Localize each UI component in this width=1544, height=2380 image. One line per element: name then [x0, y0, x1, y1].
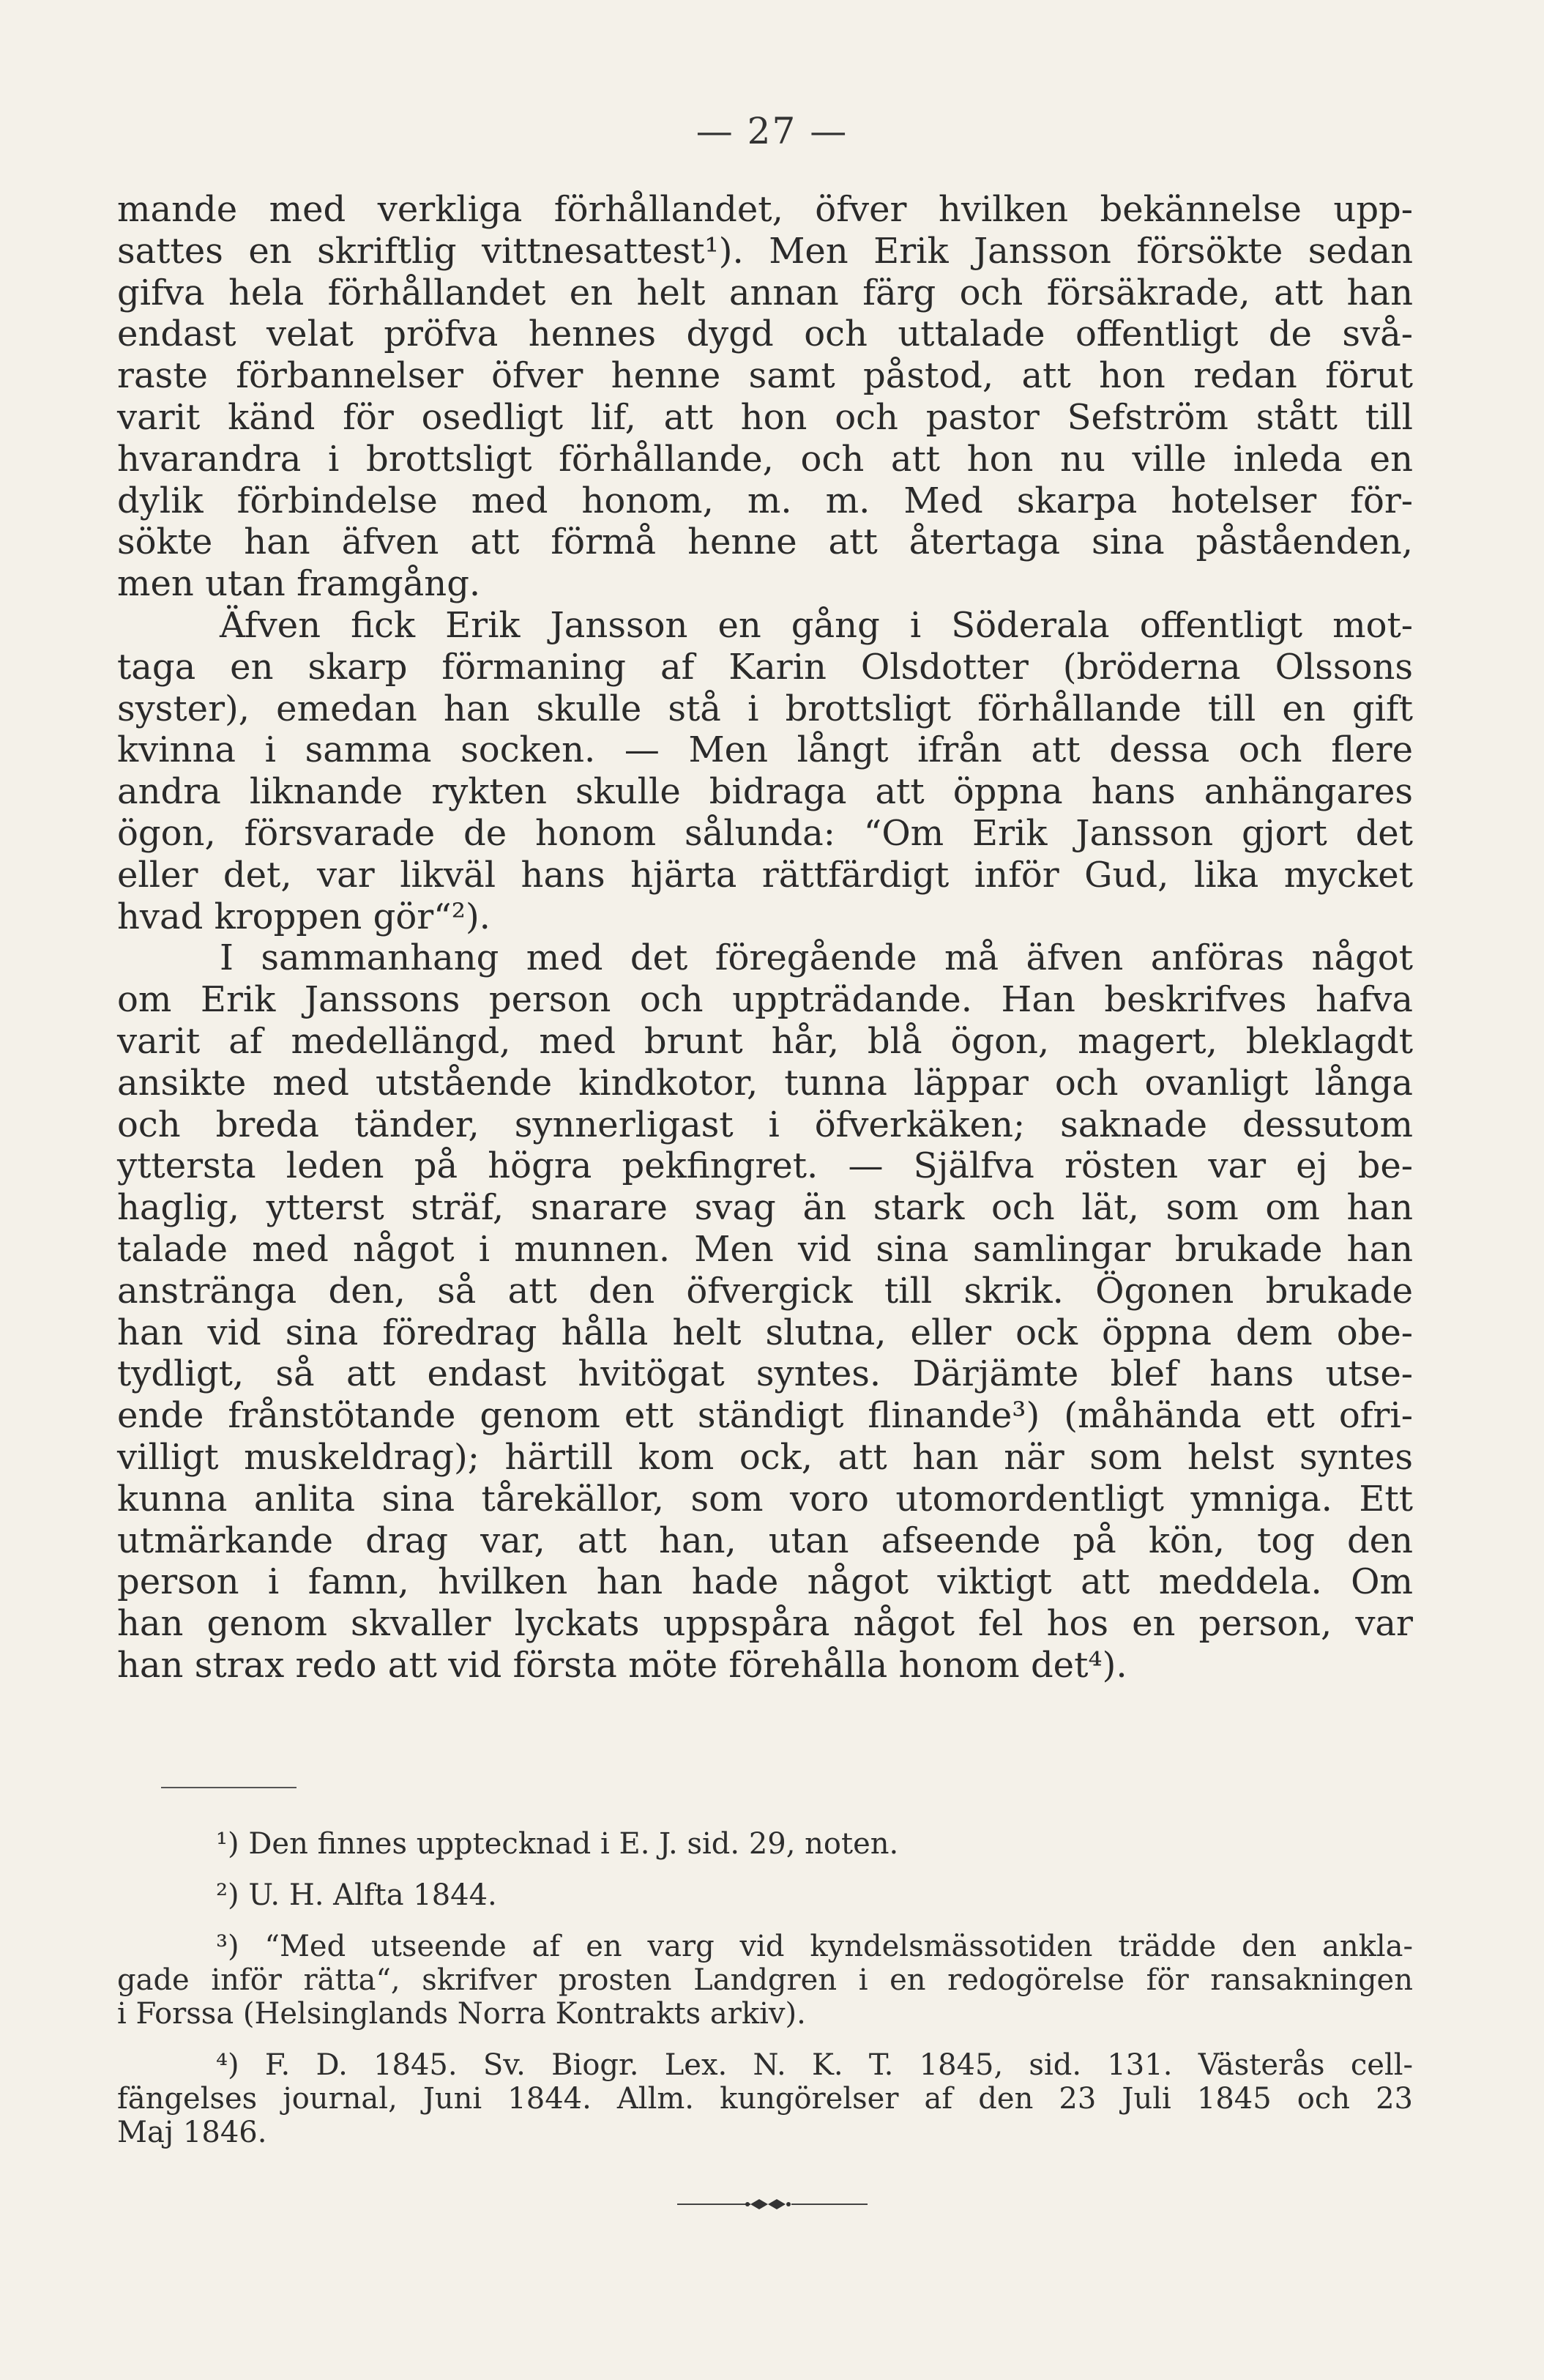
body-line: person i famn, hvilken han hade något viktigt att meddela. Om: [117, 1561, 1413, 1603]
body-line: villigt muskeldrag); härtill kom ock, att han när som helst syntes: [117, 1436, 1413, 1478]
body-text: [117, 189, 1413, 1687]
body-line: ende frånstötande genom ett ständigt flinande³) (måhända ett ofri-: [117, 1395, 1413, 1437]
footnote-1: [117, 1827, 1413, 1861]
body-line: varit känd för osedligt lif, att hon och pastor Sefström stått till: [117, 396, 1413, 438]
body-line: dylik förbindelse med honom, m. m. Med skarpa hotelser för-: [117, 480, 1413, 521]
body-line: han strax redo att vid första möte förehålla honom det⁴).: [117, 1644, 1127, 1686]
body-line: eller det, var likväl hans hjärta rättfärdigt inför Gud, lika mycket: [117, 854, 1413, 896]
body-line: gifva hela förhållandet en helt annan färg och försäkrade, att han: [117, 272, 1413, 313]
body-line: kunna anlita sina tårekällor, som voro utomordentligt ymniga. Ett: [117, 1478, 1413, 1520]
body-line: men utan framgång.: [117, 563, 481, 605]
footnote-line: Maj 1846.: [117, 2116, 267, 2149]
body-line: han vid sina föredrag hålla helt slutna, eller ock öppna dem obe-: [117, 1312, 1413, 1353]
body-line: talade med något i munnen. Men vid sina samlingar brukade han: [117, 1228, 1413, 1270]
footnote-line: i Forssa (Helsinglands Norra Kontrakts arkiv).: [117, 1997, 806, 2031]
body-line: hvarandra i brottsligt förhållande, och att hon nu ville inleda en: [117, 438, 1413, 480]
body-line: haglig, ytterst sträf, snarare svag än stark och lät, som om han: [117, 1187, 1413, 1229]
body-line: syster), emedan han skulle stå i brottsligt förhållande till en gift: [117, 688, 1413, 729]
body-line: och breda tänder, synnerligast i öfverkäken; saknade dessutom: [117, 1104, 1413, 1145]
paragraph-start: I sammanhang med det föregående må äfven anföras något: [220, 937, 1413, 979]
paragraph-start: Äfven fick Erik Jansson en gång i Söderala offentligt mot-: [220, 604, 1413, 646]
footnote-2: [117, 1878, 1413, 1912]
body-line: mande med verkliga förhållandet, öfver hvilken bekännelse upp-: [117, 189, 1413, 230]
footnotes: [117, 1827, 1413, 2167]
body-line: han genom skvaller lyckats uppspåra något fel hos en person, var: [117, 1603, 1413, 1645]
footnote-line: fängelses journal, Juni 1844. Allm. kungörelser af den 23 Juli 1845 och 23: [117, 2082, 1413, 2116]
body-line: anstränga den, så att den öfvergick till skrik. Ögonen brukade: [117, 1270, 1413, 1312]
body-line: raste förbannelser öfver henne samt påstod, att hon redan förut: [117, 355, 1413, 397]
footnote-4: [117, 2048, 1413, 2149]
body-line: endast velat pröfva hennes dygd och uttalade offentligt de svå-: [117, 313, 1413, 355]
body-line: taga en skarp förmaning af Karin Olsdotter (bröderna Olssons: [117, 646, 1413, 688]
body-line: utmärkande drag var, att han, utan afseende på kön, tog den: [117, 1520, 1413, 1561]
body-line: ansikte med utstående kindkotor, tunna läppar och ovanligt långa: [117, 1062, 1413, 1104]
body-line: hvad kroppen gör“²).: [117, 896, 491, 937]
body-line: ögon, försvarade de honom sålunda: “Om Erik Jansson gjort det: [117, 812, 1413, 854]
footnote-line: gade inför rätta“, skrifver prosten Landgren i en redogörelse för ransakningen: [117, 1963, 1413, 1997]
body-line: tydligt, så att endast hvitögat syntes. Därjämte blef hans utse-: [117, 1353, 1413, 1395]
footnote-line: ⁴) F. D. 1845. Sv. Biogr. Lex. N. K. T. 1845, sid. 131. Västerås cell-: [216, 2048, 1413, 2082]
footnote-line: ¹) Den finnes upptecknad i E. J. sid. 29, noten.: [216, 1827, 899, 1861]
page-number: — 27 —: [695, 110, 849, 152]
footnote-rule: [161, 1787, 297, 1788]
body-line: yttersta leden på högra pekfingret. — Själfva rösten var ej be-: [117, 1145, 1413, 1187]
body-line: varit af medellängd, med brunt hår, blå ögon, magert, bleklagdt: [117, 1020, 1413, 1062]
end-ornament-icon: [677, 2197, 868, 2212]
body-line: andra liknande rykten skulle bidraga att öppna hans anhängares: [117, 771, 1413, 813]
footnote-3: [117, 1930, 1413, 2031]
body-line: kvinna i samma socken. — Men långt ifrån att dessa och flere: [117, 729, 1413, 771]
body-line: om Erik Janssons person och uppträdande. Han beskrifves hafva: [117, 979, 1413, 1021]
footnote-line: ³) “Med utseende af en varg vid kyndelsmässotiden trädde den ankla-: [216, 1930, 1413, 1963]
footnote-line: ²) U. H. Alfta 1844.: [216, 1878, 497, 1912]
body-line: sattes en skriftlig vittnesattest¹). Men Erik Jansson försökte sedan: [117, 230, 1413, 272]
body-line: sökte han äfven att förmå henne att återtaga sina påståenden,: [117, 521, 1413, 563]
